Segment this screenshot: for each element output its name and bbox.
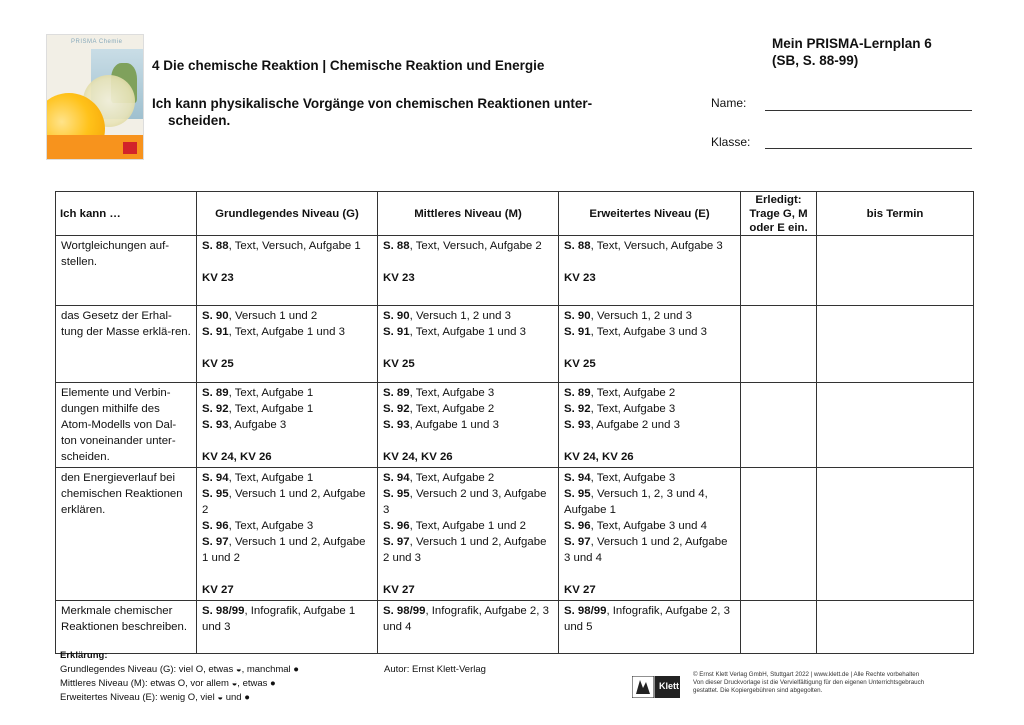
level-e-cell [559, 306, 741, 383]
page-ref: S. 88 [383, 240, 410, 252]
page-ref: S. 94 [202, 472, 229, 484]
task-ref: , Text, Aufgabe 1 [228, 387, 314, 399]
table-row [56, 601, 974, 654]
reference-line [564, 534, 735, 566]
page-ref: S. 95 [202, 488, 229, 500]
class-label: Klasse: [711, 135, 751, 149]
legend: Erklärung: Grundlegendes Niveau (G): viel O, etwas ◒, manchmal ● Mittleres Niveau (M): etwas O, vor allem ◒, etwas ● Erweitertes Niveau (E): wenig O, viel ◒ und ● [60, 650, 300, 703]
page-ref: S. 97 [202, 536, 229, 548]
termin-cell[interactable] [817, 383, 974, 468]
task-ref: , Versuch 1, 2 und 3 [590, 310, 692, 322]
level-e-cell [559, 468, 741, 601]
reference-line [383, 401, 553, 417]
reference-line [564, 603, 735, 635]
skill-cell: das Gesetz der Erhal-tung der Masse erklä-ren. [56, 306, 197, 383]
name-label: Name: [711, 96, 747, 110]
book-cover-image [46, 34, 144, 160]
level-e-cell [559, 383, 741, 468]
skill-cell: Elemente und Verbin-dungen mithilfe des Atom-Modells von Dal-ton voneinander unter-scheiden. [56, 383, 197, 468]
level-m-cell [378, 236, 559, 306]
page-ref: S. 93 [383, 419, 410, 431]
reference-line [564, 486, 735, 518]
page-ref: S. 88 [202, 240, 229, 252]
reference-line [202, 518, 372, 534]
kv-ref: KV 25 [564, 358, 596, 370]
task-ref: , Versuch 2 und 3, Aufgabe 3 [383, 488, 547, 516]
task-ref: , Versuch 1 und 2, Aufgabe 2 und 3 [383, 536, 547, 564]
page-ref: S. 96 [202, 520, 229, 532]
table-header-row [56, 192, 974, 236]
kv-ref: KV 27 [564, 584, 596, 596]
task-ref: , Versuch 1 und 2 [228, 310, 318, 322]
level-m-cell [378, 383, 559, 468]
page-ref: S. 90 [564, 310, 591, 322]
task-ref: , Text, Aufgabe 3 [590, 403, 676, 415]
task-ref: , Aufgabe 2 und 3 [590, 419, 680, 431]
task-ref: , Text, Versuch, Aufgabe 2 [409, 240, 542, 252]
page-title: 4 Die chemische Reaktion | Chemische Reaktion und Energie [152, 58, 545, 73]
erledigt-cell[interactable] [741, 236, 817, 306]
page-ref: S. 94 [564, 472, 591, 484]
termin-cell[interactable] [817, 601, 974, 654]
header-erledigt: Erledigt: Trage G, M oder E ein. [741, 192, 817, 236]
page-ref: S. 98/99 [564, 605, 607, 617]
legend-m: Mittleres Niveau (M): etwas O, vor allem ◒, etwas ● [60, 678, 276, 689]
task-ref: , Text, Aufgabe 3 [590, 472, 676, 484]
reference-line [383, 518, 553, 534]
level-e-cell [559, 601, 741, 654]
kv-ref: KV 23 [202, 272, 234, 284]
task-ref: , Text, Versuch, Aufgabe 1 [228, 240, 361, 252]
page-ref: S. 92 [202, 403, 229, 415]
level-m-cell [378, 306, 559, 383]
reference-line [564, 470, 735, 486]
reference-line [564, 417, 735, 433]
reference-line [564, 385, 735, 401]
header-bis-termin: bis Termin [817, 192, 974, 236]
page-ref: S. 91 [202, 326, 229, 338]
page-ref: S. 95 [564, 488, 591, 500]
page-ref: S. 98/99 [383, 605, 426, 617]
task-ref: , Text, Aufgabe 1 und 2 [409, 520, 526, 532]
page-ref: S. 89 [202, 387, 229, 399]
task-ref: , Infografik, Aufgabe 2, 3 und 4 [383, 605, 549, 633]
reference-line [202, 417, 372, 433]
task-ref: , Text, Aufgabe 1 [228, 403, 314, 415]
reference-line [383, 308, 553, 324]
kv-ref: KV 25 [383, 358, 415, 370]
kv-ref: KV 24, KV 26 [383, 451, 453, 463]
kv-ref: KV 23 [383, 272, 415, 284]
kv-ref: KV 24, KV 26 [202, 451, 272, 463]
page-ref: S. 92 [383, 403, 410, 415]
page-ref: S. 98/99 [202, 605, 245, 617]
table-row [56, 236, 974, 306]
reference-line [383, 417, 553, 433]
reference-line [383, 385, 553, 401]
header-grundlegend: Grundlegendes Niveau (G) [197, 192, 378, 236]
learning-plan-table [55, 191, 974, 654]
page-ref: S. 91 [383, 326, 410, 338]
reference-line [564, 238, 735, 254]
klett-logo-text: Klett [659, 681, 679, 691]
class-field[interactable] [765, 148, 972, 149]
kv-ref: KV 27 [202, 584, 234, 596]
level-g-cell [197, 306, 378, 383]
lernplan-title: Mein PRISMA-Lernplan 6 (SB, S. 88-99) [772, 36, 932, 68]
page-ref: S. 94 [383, 472, 410, 484]
task-ref: , Text, Aufgabe 2 [409, 472, 495, 484]
reference-line [202, 238, 372, 254]
kv-ref: KV 24, KV 26 [564, 451, 634, 463]
reference-line [202, 308, 372, 324]
header-erweitert: Erweitertes Niveau (E) [559, 192, 741, 236]
reference-line [564, 401, 735, 417]
page-ref: S. 88 [564, 240, 591, 252]
level-e-cell [559, 236, 741, 306]
level-g-cell [197, 601, 378, 654]
level-g-cell [197, 468, 378, 601]
level-m-cell [378, 468, 559, 601]
table-row [56, 383, 974, 468]
task-ref: , Versuch 1 und 2, Aufgabe 1 und 2 [202, 536, 366, 564]
task-ref: , Text, Aufgabe 3 [228, 520, 314, 532]
reference-line [202, 385, 372, 401]
task-ref: , Versuch 1, 2 und 3 [409, 310, 511, 322]
reference-line [383, 324, 553, 340]
task-ref: , Versuch 1 und 2, Aufgabe 2 [202, 488, 366, 516]
task-ref: , Text, Aufgabe 2 [590, 387, 676, 399]
termin-cell[interactable] [817, 468, 974, 601]
reference-line [383, 603, 553, 635]
table-row [56, 468, 974, 601]
task-ref: , Text, Aufgabe 1 [228, 472, 314, 484]
erledigt-cell[interactable] [741, 306, 817, 383]
skill-cell: Wortgleichungen auf-stellen. [56, 236, 197, 306]
skill-cell: Merkmale chemischer Reaktionen beschreiben. [56, 601, 197, 654]
cover-brand: PRISMA Chemie [71, 39, 123, 45]
page-ref: S. 97 [564, 536, 591, 548]
termin-cell[interactable] [817, 236, 974, 306]
reference-line [383, 486, 553, 518]
reference-line [202, 603, 372, 635]
header-mittel: Mittleres Niveau (M) [378, 192, 559, 236]
level-g-cell [197, 236, 378, 306]
legend-g: Grundlegendes Niveau (G): viel O, etwas ◒, manchmal ● [60, 664, 300, 675]
reference-line [383, 238, 553, 254]
task-ref: , Versuch 1 und 2, Aufgabe 3 und 4 [564, 536, 728, 564]
page-ref: S. 97 [383, 536, 410, 548]
task-ref: , Text, Aufgabe 2 [409, 403, 495, 415]
erledigt-cell[interactable] [741, 601, 817, 654]
reference-line [202, 401, 372, 417]
reference-line [564, 518, 735, 534]
page-ref: S. 90 [383, 310, 410, 322]
page-ref: S. 89 [383, 387, 410, 399]
copyright: © Ernst Klett Verlag GmbH, Stuttgart 2022 | www.klett.de | Alle Rechte vorbehalten Von dieser Druckvorlage ist die Vervielfältigung für den eigenen Unterrichtsgebrauch gestattet. Die Kopiergebühren sind abgegolten. [693, 671, 925, 694]
reference-line [202, 324, 372, 340]
page-ref: S. 93 [564, 419, 591, 431]
table-row [56, 306, 974, 383]
kv-ref: KV 27 [383, 584, 415, 596]
name-field[interactable] [765, 110, 972, 111]
learning-goal: Ich kann physikalische Vorgänge von chemischen Reaktionen unter- scheiden. [152, 96, 593, 128]
task-ref: , Text, Aufgabe 3 und 4 [590, 520, 707, 532]
skill-cell: den Energieverlauf bei chemischen Reaktionen erklären. [56, 468, 197, 601]
level-m-cell [378, 601, 559, 654]
reference-line [564, 308, 735, 324]
reference-line [383, 470, 553, 486]
task-ref: , Infografik, Aufgabe 1 und 3 [202, 605, 356, 633]
erledigt-cell[interactable] [741, 468, 817, 601]
task-ref: , Aufgabe 3 [228, 419, 287, 431]
task-ref: , Text, Aufgabe 1 und 3 [228, 326, 345, 338]
task-ref: , Versuch 1, 2, 3 und 4, Aufgabe 1 [564, 488, 708, 516]
page-ref: S. 90 [202, 310, 229, 322]
author: Autor: Ernst Klett-Verlag [384, 664, 486, 675]
termin-cell[interactable] [817, 306, 974, 383]
task-ref: , Text, Aufgabe 1 und 3 [409, 326, 526, 338]
erledigt-cell[interactable] [741, 383, 817, 468]
page-ref: S. 96 [564, 520, 591, 532]
reference-line [202, 486, 372, 518]
klett-logo [632, 676, 680, 698]
reference-line [564, 324, 735, 340]
page-ref: S. 91 [564, 326, 591, 338]
task-ref: , Aufgabe 1 und 3 [409, 419, 499, 431]
page-ref: S. 95 [383, 488, 410, 500]
reference-line [202, 470, 372, 486]
page-ref: S. 92 [564, 403, 591, 415]
reference-line [383, 534, 553, 566]
task-ref: , Text, Aufgabe 3 [409, 387, 495, 399]
reference-line [202, 534, 372, 566]
legend-e: Erweitertes Niveau (E): wenig O, viel ◒ und ● [60, 692, 250, 703]
kv-ref: KV 23 [564, 272, 596, 284]
level-g-cell [197, 383, 378, 468]
header-ich-kann: Ich kann … [56, 192, 197, 236]
task-ref: , Text, Aufgabe 3 und 3 [590, 326, 707, 338]
task-ref: , Infografik, Aufgabe 2, 3 und 5 [564, 605, 730, 633]
kv-ref: KV 25 [202, 358, 234, 370]
task-ref: , Text, Versuch, Aufgabe 3 [590, 240, 723, 252]
page-ref: S. 89 [564, 387, 591, 399]
page-ref: S. 96 [383, 520, 410, 532]
page-ref: S. 93 [202, 419, 229, 431]
